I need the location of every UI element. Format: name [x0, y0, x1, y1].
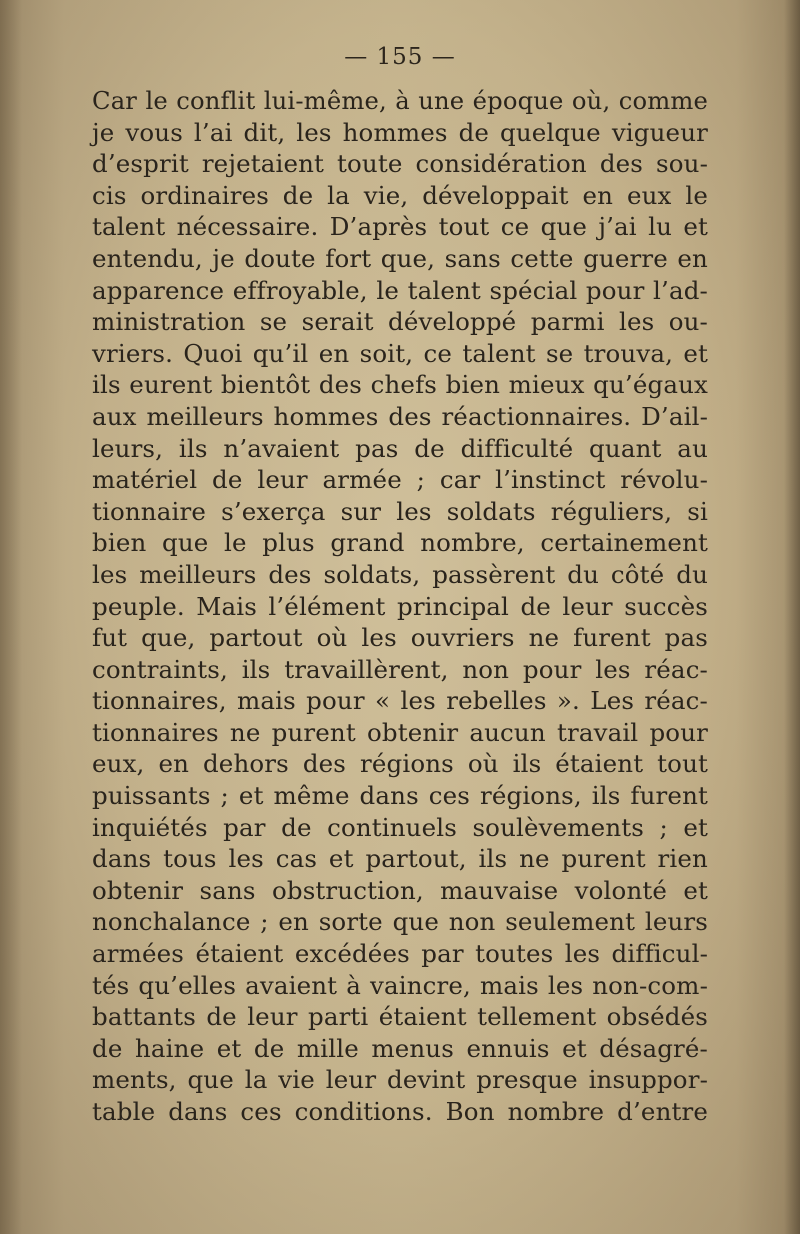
body-text — [92, 85, 708, 1128]
text-line: Car le conflit lui-même, à une époque où, comme — [92, 86, 708, 115]
text-line: bien que le plus grand nombre, certainement — [92, 528, 708, 558]
text-line: eux, en dehors des régions où ils étaient tout — [92, 749, 708, 779]
text-line: entendu, je doute fort que, sans cette guerre en — [92, 243, 708, 273]
text-line: matériel de leur armée ; car l’instinct révolu- — [92, 465, 708, 495]
text-line: nonchalance ; en sorte que non seulement leurs — [92, 907, 708, 937]
text-line: talent nécessaire. D’après tout ce que j’ai lu et — [92, 212, 708, 242]
text-line: battants de leur parti étaient tellement obsédés — [92, 1002, 708, 1032]
text-line: puissants ; et même dans ces régions, ils furent — [92, 781, 708, 811]
text-line: ministration se serait développé parmi les ou- — [92, 307, 708, 337]
text-line: leurs, ils n’avaient pas de difficulté quant au — [92, 433, 708, 463]
text-line: inquiétés par de continuels soulèvements ; et — [92, 812, 708, 842]
text-line: armées étaient excédées par toutes les difficul- — [92, 939, 708, 969]
text-line: obtenir sans obstruction, mauvaise volonté et — [92, 875, 708, 905]
text-line: peuple. Mais l’élément principal de leur succès — [92, 591, 708, 621]
page-shadow-left — [0, 0, 22, 1234]
text-line: aux meilleurs hommes des réactionnaires. D’ail- — [92, 401, 708, 431]
text-line: tés qu’elles avaient à vaincre, mais les non-com- — [92, 970, 708, 1000]
text-line: tionnaires ne purent obtenir aucun travail pour — [92, 717, 708, 747]
text-line: les meilleurs des soldats, passèrent du côté du — [92, 559, 708, 589]
text-line: tionnaires, mais pour « les rebelles ». Les réac- — [92, 686, 708, 716]
text-line: de haine et de mille menus ennuis et désagré- — [92, 1033, 708, 1063]
text-line: cis ordinaires de la vie, développait en eux le — [92, 180, 708, 210]
text-line: contraints, ils travaillèrent, non pour les réac- — [92, 654, 708, 684]
text-line: table dans ces conditions. Bon nombre d’entre — [92, 1097, 708, 1126]
page-number: — 155 — — [344, 44, 456, 70]
text-line: ments, que la vie leur devint presque insuppor- — [92, 1065, 708, 1095]
text-line: apparence effroyable, le talent spécial pour l’ad- — [92, 275, 708, 305]
page-shadow-right — [784, 0, 800, 1234]
text-line: d’esprit rejetaient toute considération des sou- — [92, 149, 708, 179]
text-line: je vous l’ai dit, les hommes de quelque vigueur — [92, 117, 708, 147]
text-line: dans tous les cas et partout, ils ne purent rien — [92, 844, 708, 874]
text-line: vriers. Quoi qu’il en soit, ce talent se trouva, et — [92, 338, 708, 368]
text-line: tionnaire s’exerça sur les soldats réguliers, si — [92, 496, 708, 526]
text-line: ils eurent bientôt des chefs bien mieux qu’égaux — [92, 370, 708, 400]
text-line: fut que, partout où les ouvriers ne furent pas — [92, 623, 708, 653]
